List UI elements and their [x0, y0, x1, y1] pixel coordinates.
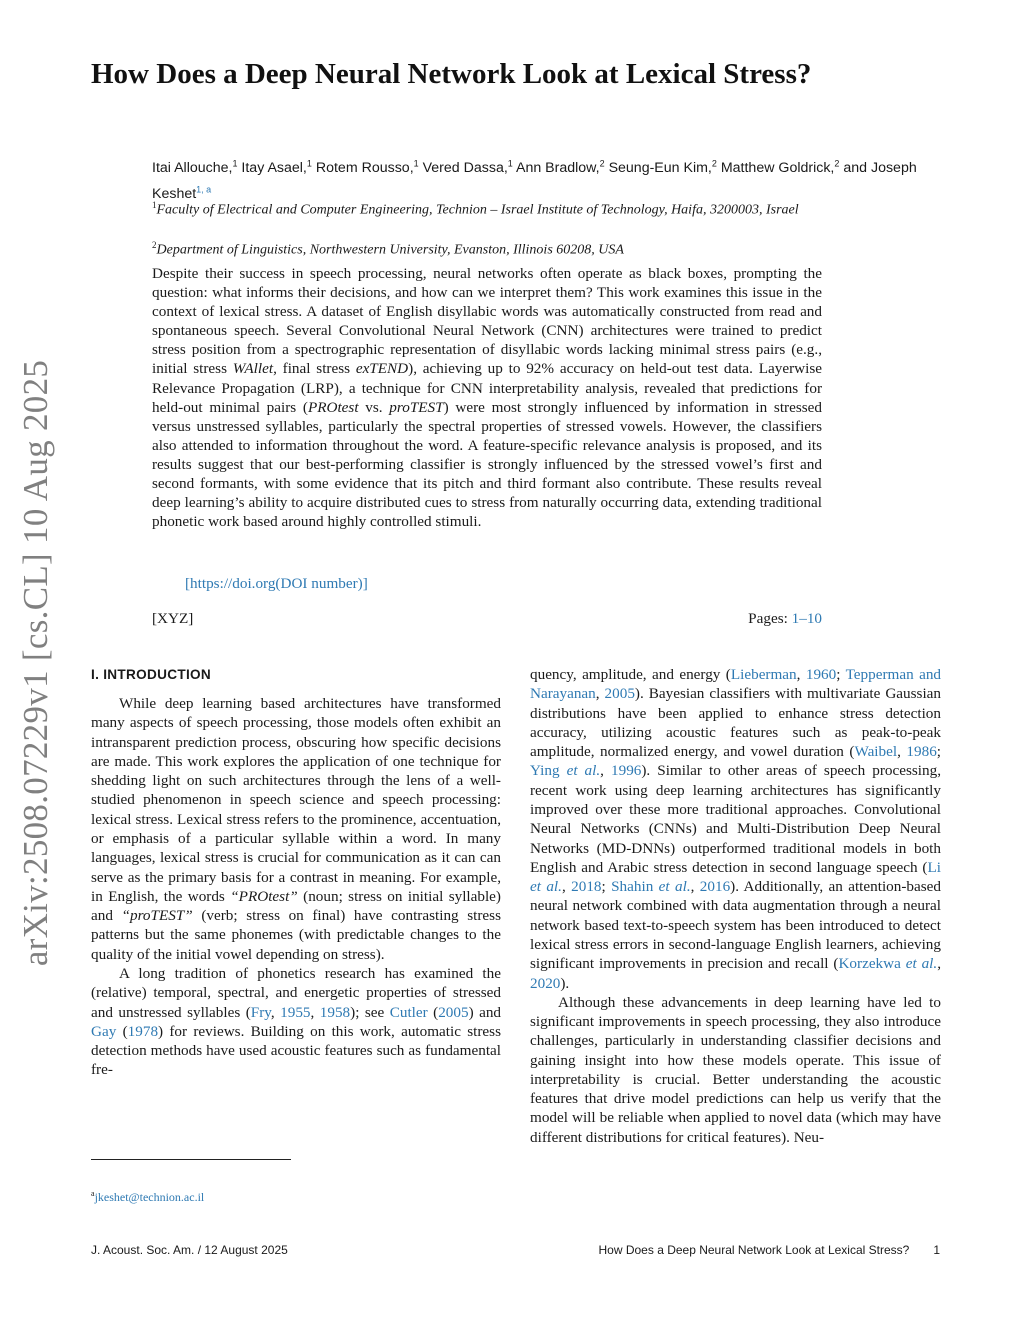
citation-link[interactable]: Ying et al.: [530, 762, 601, 780]
author: Itay Asael,$^1$: [241, 158, 312, 176]
citation-link[interactable]: Cutler: [389, 1003, 428, 1021]
author: Seung-Eun Kim,$^2$: [608, 158, 717, 176]
affiliation-2: $^2$Department of Linguistics, Northwestern University, Evanston, Illinois 60208, USA: [152, 240, 624, 258]
author: Ann Bradlow,$^2$: [515, 158, 605, 176]
citation-link[interactable]: 2005: [438, 1003, 469, 1021]
citation-link[interactable]: 1986: [906, 743, 937, 761]
author: Vered Dassa,$^1$: [422, 158, 513, 176]
affiliation-1: $^1$Faculty of Electrical and Computer Engineering, Technion – Israel Institute of Technology, Haifa, 3200003, Israel: [152, 200, 799, 218]
page-number: 1: [933, 1243, 940, 1257]
citation-link[interactable]: 1960: [805, 666, 837, 683]
paragraph: Although these advancements in deep learning have led to significant improvements in speech processing, they also introduce challenges, particularly in understanding classifier decisions and gaining insight into how these models operate. This issue of interpretability is crucial. Better understanding the acoustic features that drive model predictions can help us verify that the model will be reliable when applied to novel data (which may have different distributions for critical features). Neu-: [530, 993, 941, 1146]
page-range-link[interactable]: 1–10: [791, 610, 822, 627]
arxiv-identifier-stamp: [8, 359, 64, 966]
citation-link[interactable]: Fry: [250, 1003, 271, 1021]
footer-journal: J. Acoust. Soc. Am. / 12 August 2025: [91, 1243, 288, 1257]
citation-link[interactable]: Li et al.: [530, 858, 941, 896]
abstract: Despite their success in speech processing, neural networks often operate as black boxes, prompting the question: what informs their decisions, and how can we interpret them? This work examines this issue in the context of lexical stress. A dataset of English disyllabic words was automatically constructed from read and spontaneous speech. Several Convolutional Neural Network (CNN) architectures were trained to predict stress position from a spectrographic representation of disyllabic words lacking minimal stress pairs (e.g., initial stress WAllet, final stress exTEND), achieving up to 92% accuracy on held-out test data. Layerwise Relevance Propagation (LRP), a technique for CNN interpretability analysis, revealed that predictions for held-out minimal pairs (PROtest vs. proTEST) were most strongly influenced by information in stressed versus unstressed syllables, particularly the spectral properties of stressed vowels. However, the classifiers also attended to information throughout the word. A feature-specific relevance analysis is proposed, and its results suggest that our best-performing classifier is strongly influenced by the stressed vowel’s first and second formants, with some evidence that its pitch and third formant also contribute. These results reveal deep learning’s ability to acquire distributed cues to stress from naturally occurring data, extending traditional phonetic work based around highly controlled stimuli.: [152, 265, 822, 531]
citation-link[interactable]: 1978: [127, 1022, 159, 1040]
page-range: Pages: 1–10: [748, 610, 822, 627]
footnote-divider: [91, 1159, 291, 1160]
doi-link[interactable]: [https://doi.org(DOI number)]: [185, 575, 368, 592]
footnote: $^a$jkeshet@technion.ac.il: [91, 1189, 205, 1204]
citation-link[interactable]: Shahin et al.: [611, 878, 691, 896]
footer-running-title: How Does a Deep Neural Network Look at Lexical Stress? 1: [598, 1243, 940, 1257]
body-column-right: [530, 665, 941, 1147]
citation-link[interactable]: 2018: [571, 878, 602, 896]
paragraph: A long tradition of phonetics research has examined the (relative) temporal, spectral, and energetic properties of stressed and unstressed syllables (Fry, 1955, 1958); see Cutler (2005) and Gay (1978) for reviews. Building on this work, automatic stress detection methods have used acoustic features such as fundamental fre-: [91, 964, 502, 1079]
arxiv-stamp-text: arXiv:2508.07229v1 [cs.CL] 10 Aug 2025: [16, 359, 55, 966]
email-link[interactable]: jkeshet@technion.ac.il: [94, 1190, 205, 1204]
section-heading: I. INTRODUCTION: [91, 667, 212, 682]
citation-link[interactable]: Korzekwa et al.: [838, 955, 938, 973]
author: and Joseph Keshet$^{1, a}$: [152, 159, 917, 203]
citation-link[interactable]: 1996: [611, 762, 642, 780]
citation-link[interactable]: 2005: [604, 685, 635, 703]
author: Itai Allouche,$^1$: [152, 158, 238, 176]
citation-link[interactable]: 2020: [530, 974, 561, 992]
paragraph: While deep learning based architectures have transformed many aspects of speech processing, those models often exhibit an intransparent prediction process, obscuring how specific decisions are made. This work explores the application of one technique for shedding light on such architectures through the lens of a well-studied phenomenon in speech science and speech processing: lexical stress. Lexical stress refers to the prominence, accentuation, or emphasis of a particular syllable within a word. In many languages, lexical stress is crucial for communication as it can can serve as the primary basis for a contrast in meaning. For example, in English, the words “PROtest” (noun; stress on initial syllable) and “proTEST” (verb; stress on final) have contrasting stress patterns but the same phonemes (with predictable changes to the quality of the initial vowel depending on stress).: [91, 695, 501, 963]
citation-link[interactable]: 2016: [699, 878, 731, 896]
author: Rotem Rousso,$^1$: [315, 158, 419, 176]
citation-link[interactable]: Waibel: [854, 743, 898, 761]
citation-link[interactable]: 1955: [280, 1003, 311, 1021]
citation-link[interactable]: Gay: [91, 1022, 117, 1040]
citation-link[interactable]: Lieberman: [730, 666, 797, 683]
citation-link[interactable]: Tepperman and Narayanan: [530, 666, 942, 703]
body-column-left: [91, 694, 501, 1080]
author: Matthew Goldrick,$^2$: [720, 158, 840, 176]
paper-title: How Does a Deep Neural Network Look at Lexical Stress?: [91, 58, 812, 90]
paragraph: quency, amplitude, and energy (Lieberman, 1960; Tepperman and Narayanan, 2005). Bayesian classifiers with multivariate Gaussian distributions have been applied to enhance stress detection accuracy, utilizing acoustic features such as peak-to-peak amplitude, normalized energy, and vowel duration (Waibel, 1986; Ying et al., 1996). Similar to other areas of speech processing, recent work using deep learning architectures has significantly improved over these more traditional approaches. Convolutional Neural Networks (CNNs) and Multi-Distribution Deep Neural Networks (MD-DNNs) outperformed traditional models in both English and Arabic stress detection in second language speech (Li et al., 2018; Shahin et al., 2016). Additionally, an attention-based neural network combined with data augmentation through a neural network based text-to-speech system has been introduced to detect lexical stress errors in second-language English learners, achieving significant improvements in precision and recall (Korzekwa et al., 2020).: [530, 666, 942, 992]
citation-link[interactable]: 1958: [319, 1003, 351, 1021]
pacs-codes: [XYZ]: [152, 610, 194, 627]
